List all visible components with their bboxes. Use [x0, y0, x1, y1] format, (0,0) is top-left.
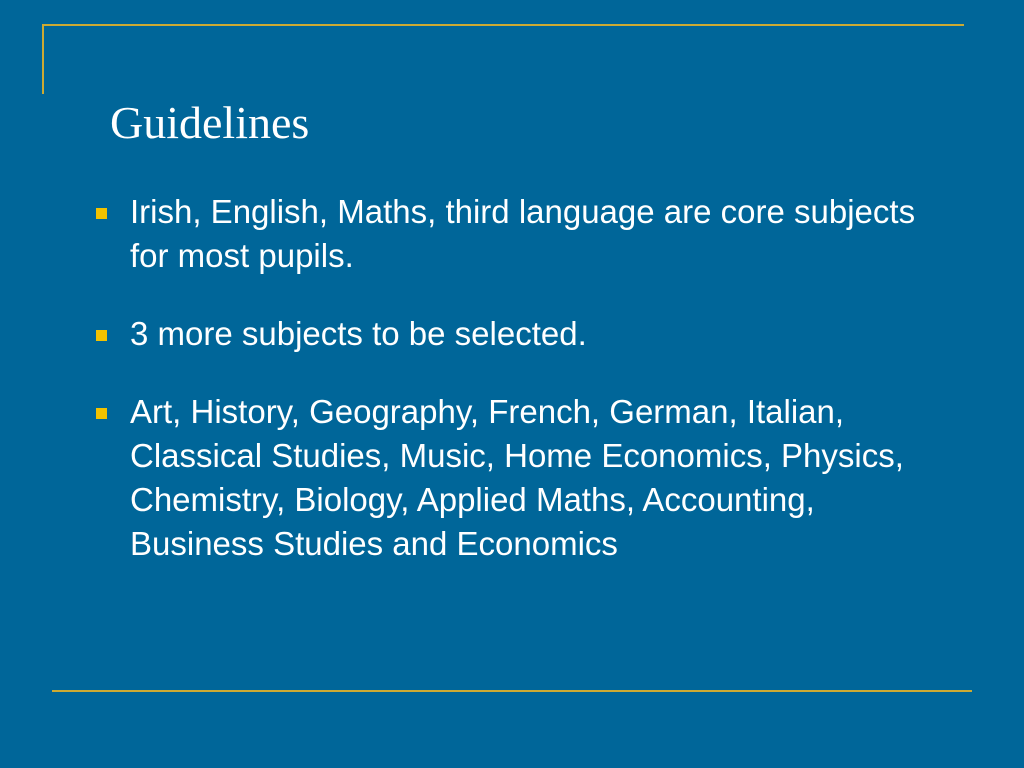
bullet-list: [92, 190, 952, 566]
square-bullet-icon: [96, 208, 107, 219]
frame-bottom-rule: [52, 690, 972, 692]
bullet-text: Art, History, Geography, French, German, Italian, Classical Studies, Music, Home Economics, Physics, Chemistry, Biology, Applied Maths, Accounting, Business Studies and Economics: [130, 393, 904, 562]
square-bullet-icon: [96, 330, 107, 341]
bullet-text: Irish, English, Maths, third language are core subjects for most pupils.: [130, 193, 916, 274]
slide-title: Guidelines: [110, 97, 310, 148]
bullet-item: [92, 312, 952, 356]
square-bullet-icon: [96, 408, 107, 419]
bullet-item: [92, 390, 952, 566]
frame-left-rule: [42, 24, 44, 94]
bullet-item: [92, 190, 952, 278]
frame-top-rule: [42, 24, 964, 26]
bullet-text: 3 more subjects to be selected.: [130, 315, 587, 352]
